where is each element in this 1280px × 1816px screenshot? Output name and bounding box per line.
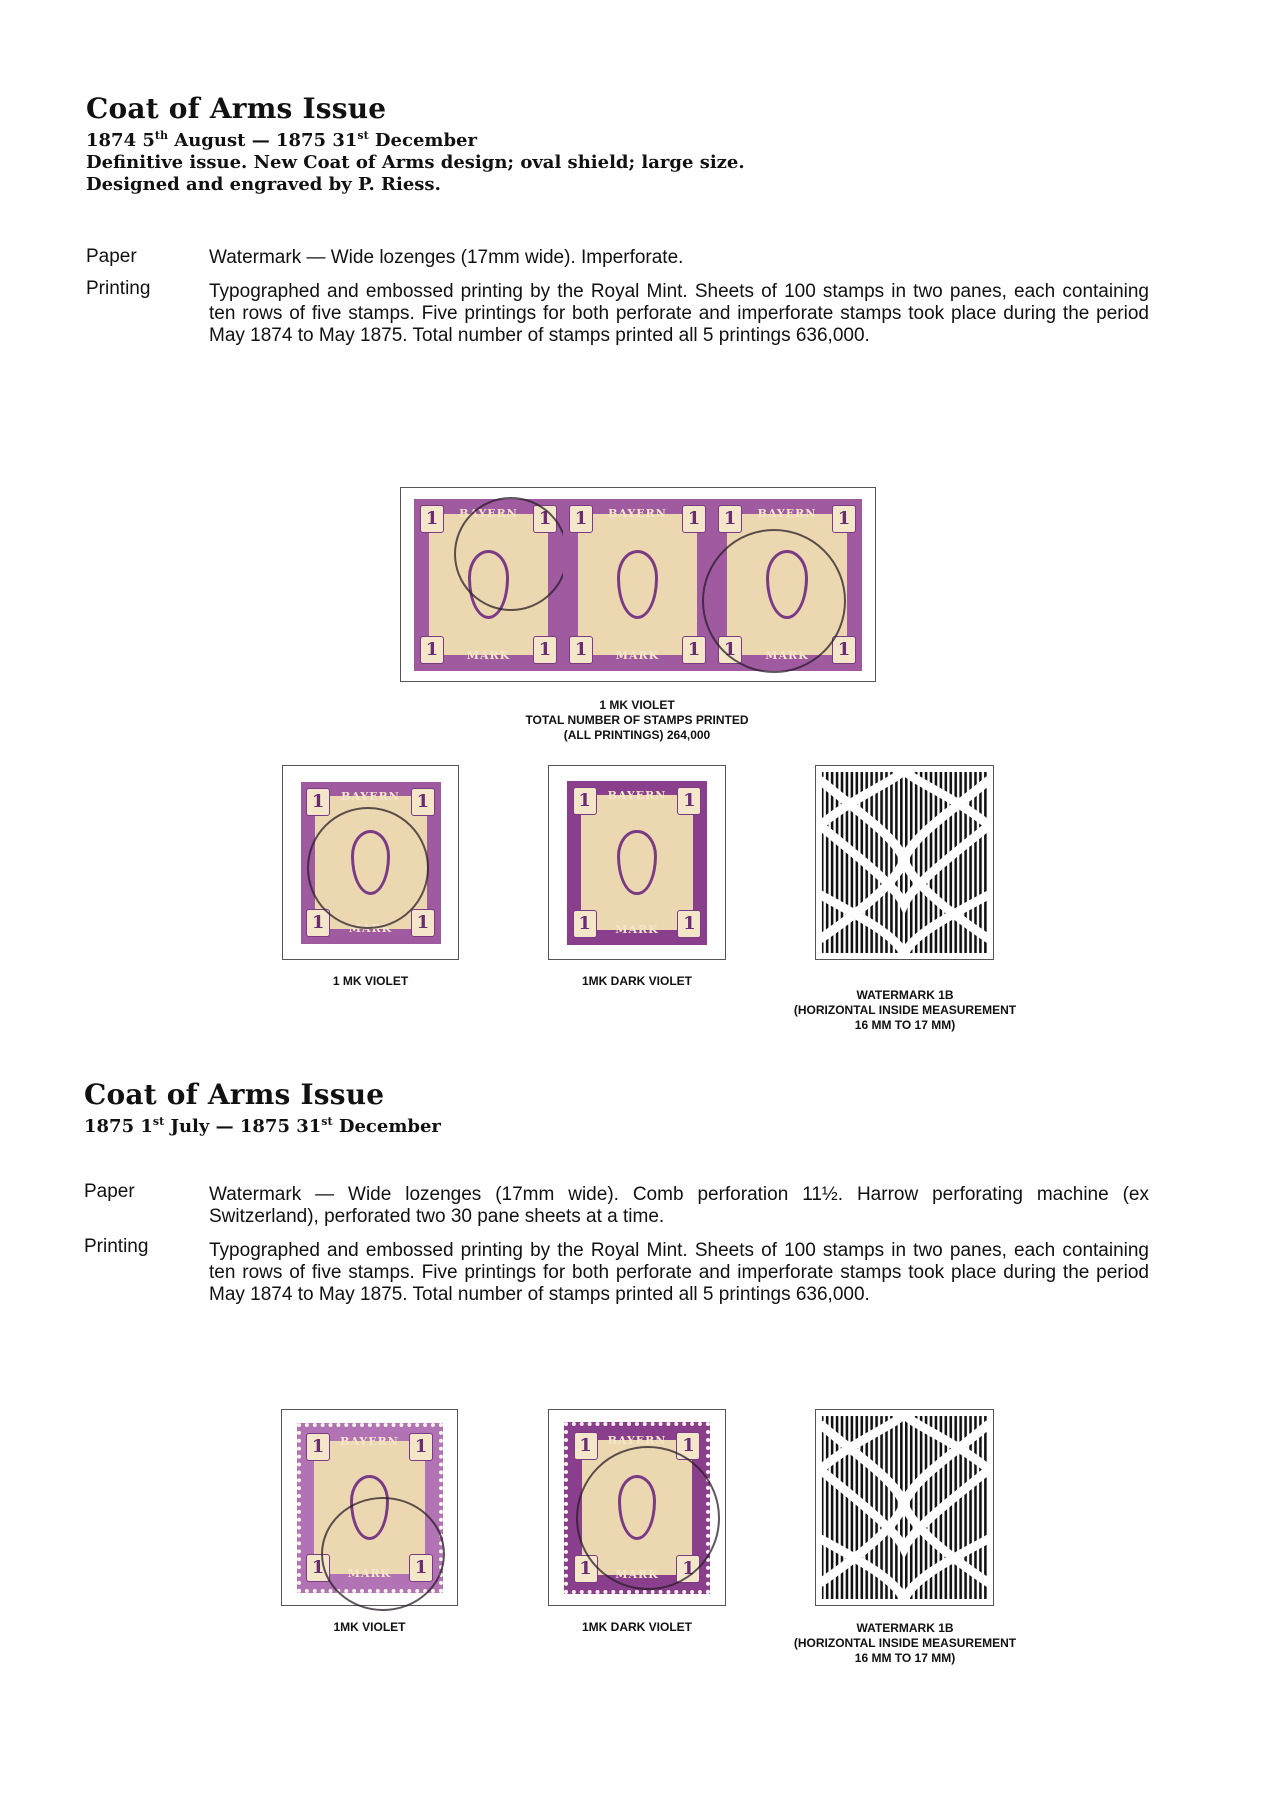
watermark-diagram [816,1410,993,1605]
section1-printing-text: Typographed and embossed printing by the Royal Mint. Sheets of 100 stamps in two panes, each containing ten rows of five stamps. Five printings for both perforate and imperforate stamps took place during the period May 1874 to May 1875. Total number of stamps printed all 5 printings 636,000. [209,281,1149,346]
stamp-strip-frame [400,487,876,682]
section1-title: Coat of Arms Issue [86,92,387,125]
postmark [454,497,568,611]
caption-single1: 1 MK VIOLET [332,974,409,988]
strip-caption: 1 MK VIOLET TOTAL NUMBER OF STAMPS PRINTED (ALL PRINTINGS) 264,000 [525,698,749,742]
postmark [702,529,846,673]
section1-designer: Designed and engraved by P. Riess. [86,174,441,195]
section1-description: Definitive issue. New Coat of Arms design; oval shield; large size. [86,152,745,173]
watermark-frame [815,1409,994,1606]
watermark-caption: WATERMARK 1B (HORIZONTAL INSIDE MEASUREMENT 16 MM TO 17 MM) [793,988,1017,1032]
watermark-diagram [816,766,993,959]
stamp: BAYERN 1 1 1 1 MARK [563,499,712,671]
stamp: BAYERN 1 1 1 1 MARK [712,499,862,671]
postmark [321,1497,445,1611]
stamp: BAYERN 1 1 1 1 MARK [301,782,441,944]
section1-paper-label: Paper [86,246,137,267]
single-stamp-frame [282,765,459,960]
section2-paper-label: Paper [84,1181,135,1202]
section1-header [86,92,1186,196]
section2-dates: 1875 1st July — 1875 31st December [84,1115,441,1137]
single-stamp-frame [548,765,726,960]
stamp: BAYERN 1 1 1 1 MARK [297,1423,443,1593]
postmark [576,1446,720,1590]
section2-printing-text: Typographed and embossed printing by the Royal Mint. Sheets of 100 stamps in two panes, each containing ten rows of five stamps. Five printings for both perforate and imperforate stamps took place during the period May 1874 to May 1875. Total number of stamps printed all 5 printings 636,000. [209,1240,1149,1305]
section2-paper-text: Watermark — Wide lozenges (17mm wide). Comb perforation 11½. Harrow perforating machine (ex Switzerland), perforated two 30 pane sheets at a time. [209,1184,1149,1227]
postmark [307,807,429,929]
single-stamp-frame [281,1409,458,1606]
stamp-strip [414,499,862,671]
single-stamp-frame [548,1409,726,1606]
section1-printing-label: Printing [86,278,151,299]
caption-single1: 1MK VIOLET [333,1620,406,1634]
watermark-caption: WATERMARK 1B (HORIZONTAL INSIDE MEASUREMENT 16 MM TO 17 MM) [793,1621,1017,1665]
section2-header [84,1078,1184,1138]
caption-single2: 1MK DARK VIOLET [581,974,692,988]
stamp: BAYERN 1 1 1 1 MARK [564,1422,710,1594]
stamp: BAYERN 1 1 1 1 MARK [567,781,707,945]
section2-title: Coat of Arms Issue [84,1078,385,1111]
section1-paper-text: Watermark — Wide lozenges (17mm wide). Imperforate. [209,247,684,268]
section2-printing-label: Printing [84,1236,149,1257]
section1-dates: 1874 5th August — 1875 31st December [86,129,477,151]
caption-single2: 1MK DARK VIOLET [581,1620,692,1634]
watermark-frame [815,765,994,960]
stamp: BAYERN 1 1 1 1 MARK [414,499,563,671]
